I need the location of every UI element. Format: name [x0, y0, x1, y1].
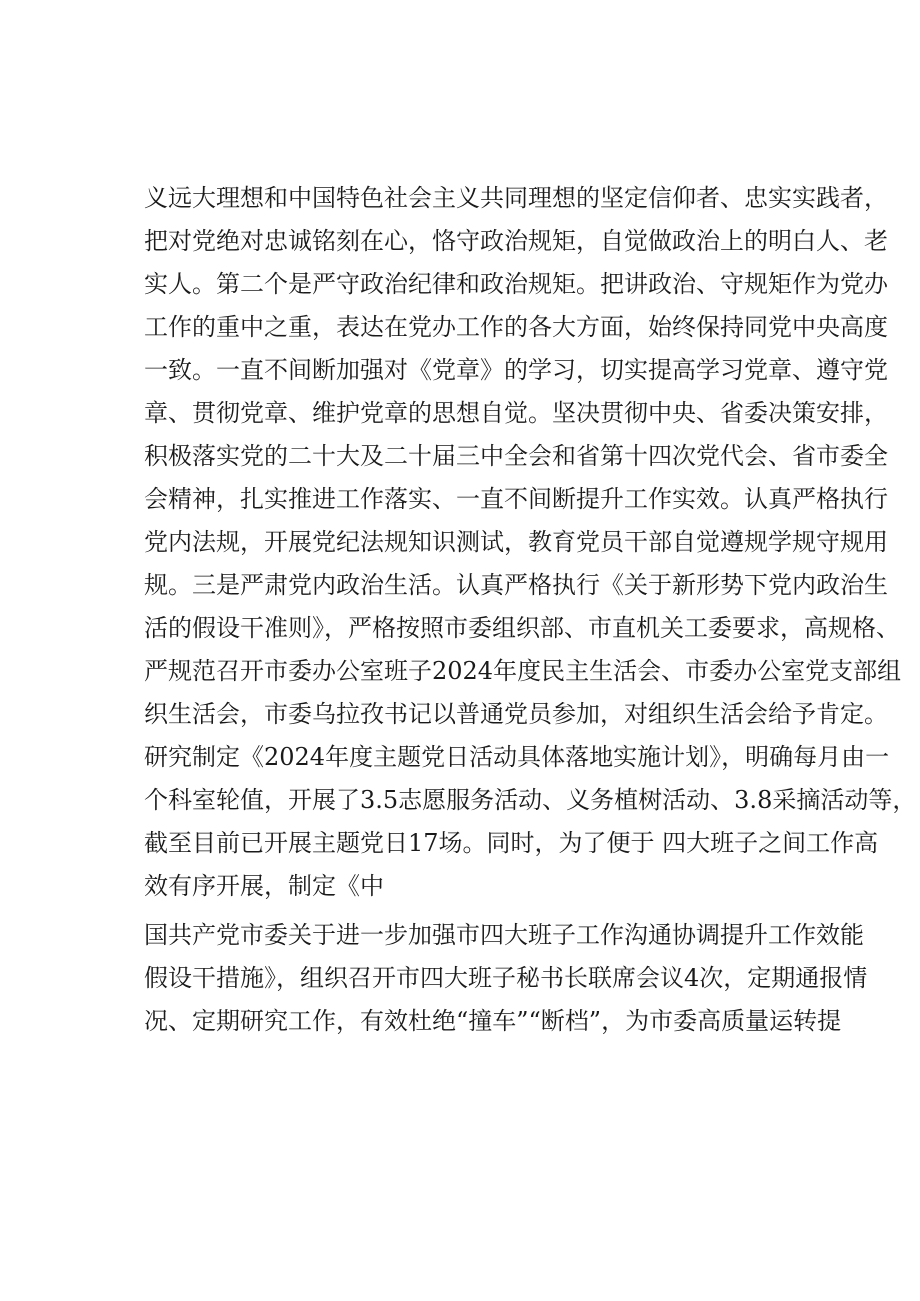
- text-line: 实人。第二个是严守政治纪律和政治规矩。把讲政治、守规矩作为党办: [144, 270, 888, 298]
- text-line: 章、贯彻党章、维护党章的思想自觉。坚决贯彻中央、省委决策安排，: [144, 399, 888, 427]
- text-line: 织生活会，市委乌拉孜书记以普通党员参加，对组织生活会给予肯定。: [144, 700, 888, 728]
- text-line: 把对党绝对忠诚铭刻在心，恪守政治规矩，自觉做政治上的明白人、老: [144, 227, 888, 255]
- text-line: 义远大理想和中国特色社会主义共同理想的坚定信仰者、忠实实践者，: [144, 184, 888, 212]
- text-line: 国共产党市委关于进一步加强市四大班子工作沟通协调提升工作效能: [144, 921, 864, 949]
- text-line: 党内法规，开展党纪法规知识测试，教育党员干部自觉遵规学规守规用: [144, 528, 888, 556]
- text-line: 一致。一直不间断加强对《党章》的学习，切实提高学习党章、遵守党: [144, 356, 888, 384]
- text-line: 假设干措施》，组织召开市四大班子秘书长联席会议4次，定期通报情: [144, 964, 868, 992]
- text-line: 个科室轮值，开展了3.5志愿服务活动、义务植树活动、3.8采摘活动等，: [144, 786, 917, 814]
- text-line: 研究制定《2024年度主题党日活动具体落地实施计划》，明确每月由一: [144, 743, 890, 771]
- text-line: 积极落实党的二十大及二十届三中全会和省第十四次党代会、省市委全: [144, 442, 888, 470]
- text-line: 活的假设干准则》，严格按照市委组织部、市直机关工委要求，高规格、: [144, 614, 900, 642]
- text-line: 工作的重中之重，表达在党办工作的各大方面，始终保持同党中央高度: [144, 313, 888, 341]
- text-line: 效有序开展，制定《中: [144, 872, 384, 900]
- text-line: 规。三是严肃党内政治生活。认真严格执行《关于新形势下党内政治生: [144, 571, 888, 599]
- text-line: 截至目前已开展主题党日17场。同时，为了便于 四大班子之间工作高: [144, 829, 879, 857]
- text-line: 会精神，扎实推进工作落实、一直不间断提升工作实效。认真严格执行: [144, 485, 888, 513]
- text-line: 严规范召开市委办公室班子2024年度民主生活会、市委办公室党支部组: [144, 657, 902, 685]
- text-line: 况、定期研究工作，有效杜绝“撞车”“断档”，为市委高质量运转提: [144, 1007, 842, 1035]
